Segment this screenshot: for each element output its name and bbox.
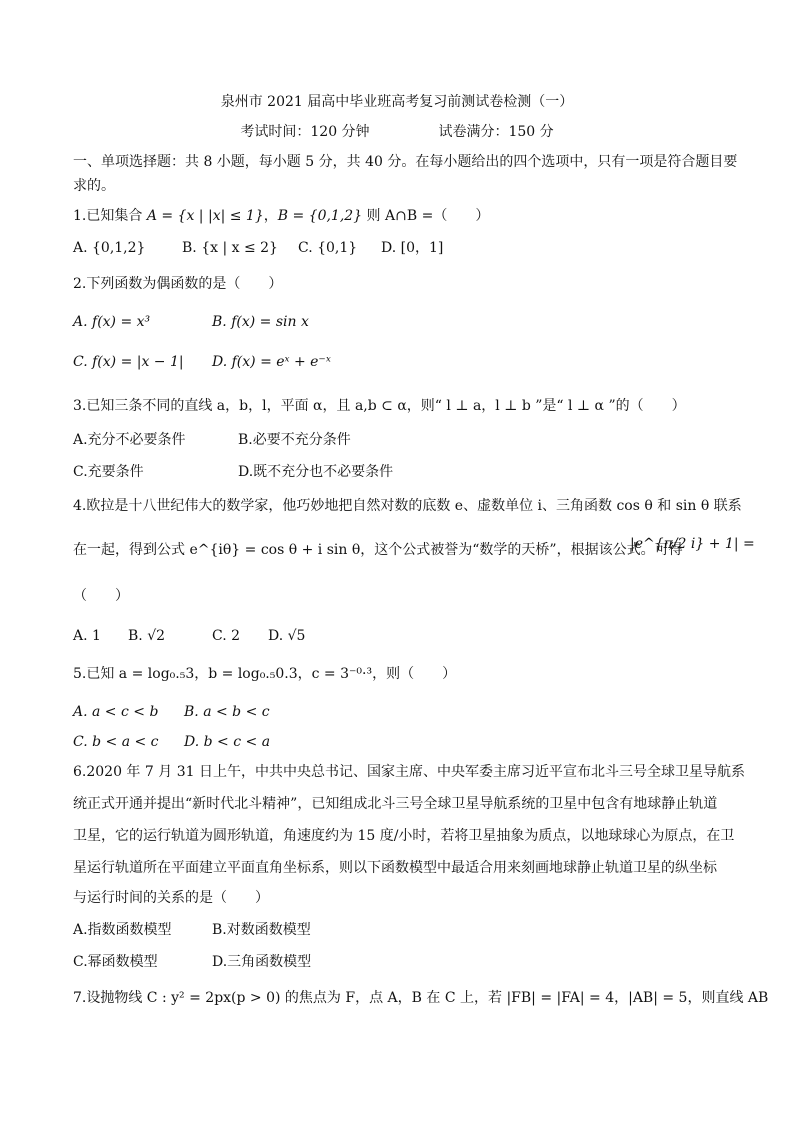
q3-option-b: B.必要不充分条件: [238, 432, 351, 448]
section-heading-line2: 求的。: [73, 178, 115, 194]
q4-option-b: B. √2: [128, 628, 166, 644]
q3-option-d: D.既不充分也不必要条件: [238, 464, 394, 480]
q1-suffix: 则 A∩B =（ ）: [362, 208, 490, 224]
q1-option-d: D. [0，1]: [381, 240, 444, 256]
q6-line: 卫星，它的运行轨道为圆形轨道，角速度约为 15 度/小时，若将卫星抽象为质点，以地球球心为原点，在卫: [73, 828, 735, 844]
q4-option-a: A. 1: [73, 628, 101, 644]
q2-option-d: D. f(x) = eˣ + e⁻ˣ: [212, 354, 331, 370]
q1-stem: [73, 206, 489, 226]
q1-option-c: C. {0,1}: [298, 240, 358, 256]
q5-option-b: B. a < b < c: [184, 704, 270, 720]
q6-line: 星运行轨道所在平面建立平面直角坐标系，则以下函数模型中最适合用来刻画地球静止轨道卫星的纵坐标: [73, 860, 717, 876]
exam-meta: [0, 122, 794, 142]
q3-stem: 3.已知三条不同的直线 a，b，l，平面 α，且 a,b ⊂ α，则“ l ⊥ a，l ⊥ b ”是“ l ⊥ α ”的（ ）: [73, 398, 686, 414]
q2-option-c: C. f(x) = |x − 1|: [73, 354, 184, 370]
q6-option-a: A.指数函数模型: [73, 922, 172, 938]
exam-score: 试卷满分：150 分: [438, 124, 554, 140]
q1-set-b: B = {0,1,2}: [277, 208, 363, 224]
q4-formula: |e^{π/2 i} + 1| =: [630, 536, 755, 552]
q4-line3: （ ）: [73, 588, 129, 604]
q6-line: 统正式开通并提出“新时代北斗精神”，已知组成北斗三号全球卫星导航系统的卫星中包含有地球静止轨道: [73, 796, 718, 812]
q1-prefix: 1.已知集合: [73, 208, 147, 224]
q2-option-a: A. f(x) = x³: [73, 314, 151, 330]
q2-option-b: B. f(x) = sin x: [212, 314, 309, 330]
q6-option-c: C.幂函数模型: [73, 954, 158, 970]
exam-title: 泉州市 2021 届高中毕业班高考复习前测试卷检测（一）: [220, 94, 574, 110]
q5-option-d: D. b < c < a: [184, 734, 271, 750]
q4-line1: 4.欧拉是十八世纪伟大的数学家，他巧妙地把自然对数的底数 e、虚数单位 i、三角函数 cos θ 和 sin θ 联系: [73, 498, 742, 514]
exam-time: 考试时间：120 分钟: [240, 124, 370, 140]
q6-line: 与运行时间的关系的是（ ）: [73, 890, 269, 906]
q6-option-d: D.三角函数模型: [212, 954, 312, 970]
q5-option-a: A. a < c < b: [73, 704, 159, 720]
q2-stem: 2.下列函数为偶函数的是（ ）: [73, 276, 283, 292]
q5-option-c: C. b < a < c: [73, 734, 159, 750]
q6-option-b: B.对数函数模型: [212, 922, 311, 938]
q1-sep: ，: [263, 208, 278, 224]
q1-option-b: B. {x | x ≤ 2}: [182, 240, 278, 256]
q4-option-d: D. √5: [268, 628, 306, 644]
q7-stem: 7.设抛物线 C : y² = 2px(p > 0) 的焦点为 F，点 A，B 在 C 上，若 |FB| = |FA| = 4，|AB| = 5，则直线 AB: [73, 990, 769, 1006]
q6-line: 6.2020 年 7 月 31 日上午，中共中央总书记、国家主席、中央军委主席习近平宣布北斗三号全球卫星导航系: [73, 764, 745, 780]
q3-option-a: A.充分不必要条件: [73, 432, 186, 448]
q4-option-c: C. 2: [212, 628, 241, 644]
q1-option-a: A. {0,1,2}: [73, 240, 146, 256]
q1-set-a: A = {x | |x| ≤ 1}: [146, 208, 264, 224]
q5-stem: 5.已知 a = log₀.₅3，b = log₀.₅0.3，c = 3⁻⁰·³，则（ ）: [73, 666, 457, 682]
q3-option-c: C.充要条件: [73, 464, 144, 480]
section-heading-line1: 一、单项选择题：共 8 小题，每小题 5 分，共 40 分。在每小题给出的四个选项中，只有一项是符合题目要: [73, 154, 738, 170]
q4-line2: 在一起，得到公式 e^{iθ} = cos θ + i sin θ，这个公式被誉为“数学的天桥”，根据该公式。可得: [73, 542, 683, 558]
